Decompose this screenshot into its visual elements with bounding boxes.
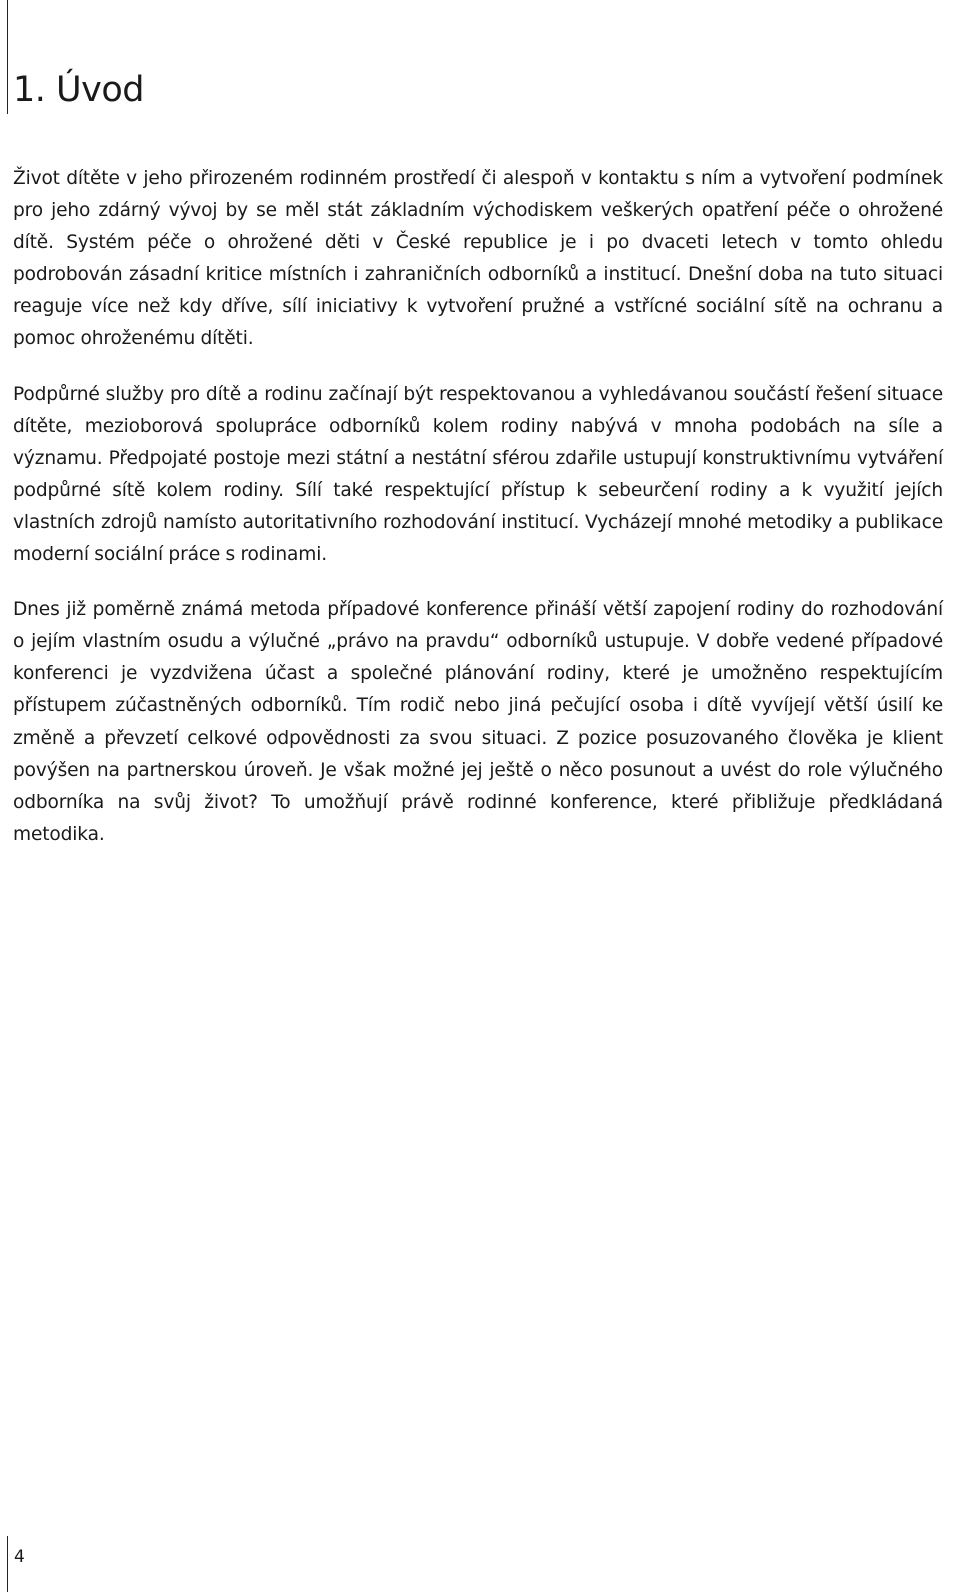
page-number: 4 — [14, 1547, 25, 1567]
footer-margin-rule — [7, 1536, 8, 1592]
chapter-title: 1. Úvod — [13, 70, 144, 110]
body-text — [13, 163, 943, 874]
paragraph-3: Dnes již poměrně známá metoda případové konference přináší větší zapojení rodiny do rozhodování o jejím vlastním osudu a výlučné „právo na pravdu“ odborníků ustupuje. V dobře vedené případové konferenci je vyzdvižena účast a společné plánování rodiny, které je umožněno respektujícím přístupem zúčastněných odborníků. Tím rodič nebo jiná pečující osoba i dítě vyvíjejí větší úsilí ke změně a převzetí celkové odpovědnosti za svou situaci. Z pozice posuzovaného člověka je klient povýšen na partnerskou úroveň. Je však možné jej ještě o něco posunout a uvést do role výlučného odborníka na svůj život? To umožňují právě rodinné konference, které přibližuje předkládaná metodika. — [13, 599, 943, 845]
header-margin-rule — [7, 0, 8, 114]
paragraph-1: Život dítěte v jeho přirozeném rodinném prostředí či alespoň v kontaktu s ním a vytvoření podmínek pro jeho zdárný vývoj by se měl stát základním východiskem veškerých opatření péče o ohrožené dítě. Systém péče o ohrožené děti v České republice je i po dvaceti letech v tomto ohledu podrobován zásadní kritice místních i zahraničních odborníků a institucí. Dnešní doba na tuto situaci reaguje více než kdy dříve, sílí iniciativy k vytvoření pružné a vstřícné sociální sítě na ochranu a pomoc ohroženému dítěti. — [13, 168, 943, 350]
paragraph-2: Podpůrné služby pro dítě a rodinu začínají být respektovanou a vyhledávanou součástí řešení situace dítěte, mezioborová spolupráce odborníků kolem rodiny nabývá v mnoha podobách na síle a významu. Předpojaté postoje mezi státní a nestátní sférou zdařile ustupují konstruktivnímu vytváření podpůrné sítě kolem rodiny. Sílí také respektující přístup k sebeurčení rodiny a k využití jejích vlastních zdrojů namísto autoritativního rozhodování institucí. Vycházejí mnohé metodiky a publikace moderní sociální práce s rodinami. — [13, 383, 943, 566]
